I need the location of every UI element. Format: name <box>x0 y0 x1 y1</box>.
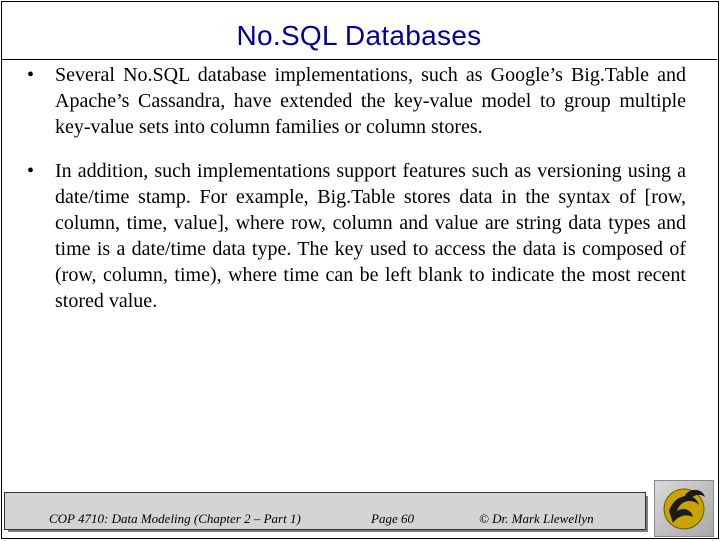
bullet-item <box>26 62 686 140</box>
bullet-marker: • <box>27 64 35 86</box>
footer-course: COP 4710: Data Modeling (Chapter 2 – Part 1) <box>49 511 301 526</box>
footer-author: © Dr. Mark Llewellyn <box>479 511 594 526</box>
footer-page-number: Page 60 <box>371 511 414 526</box>
bullet-item <box>26 158 686 314</box>
slide-content <box>26 62 686 314</box>
ucf-pegasus-logo-icon <box>654 480 714 537</box>
bullet-text: In addition, such implementations support features such as versioning using a date/time stamp. For example, Big.Table stores data in the syntax of [row, column, time, value], where row, column and value are string data types and time is a date/time data type. The key used to access the data is composed of (row, column, time), where time can be left blank to indicate the most recent stored value. <box>55 160 686 312</box>
bullet-text: Several No.SQL database implementations, such as Google’s Big.Table and Apache’s Cassandra, have extended the key-value model to group multiple key-value sets into column families or column stores. <box>55 64 686 138</box>
slide-footer <box>4 492 646 530</box>
title-bar <box>1 1 717 60</box>
slide-title: No.SQL Databases <box>236 20 482 51</box>
pegasus-icon <box>655 481 713 536</box>
bullet-marker: • <box>27 160 35 182</box>
